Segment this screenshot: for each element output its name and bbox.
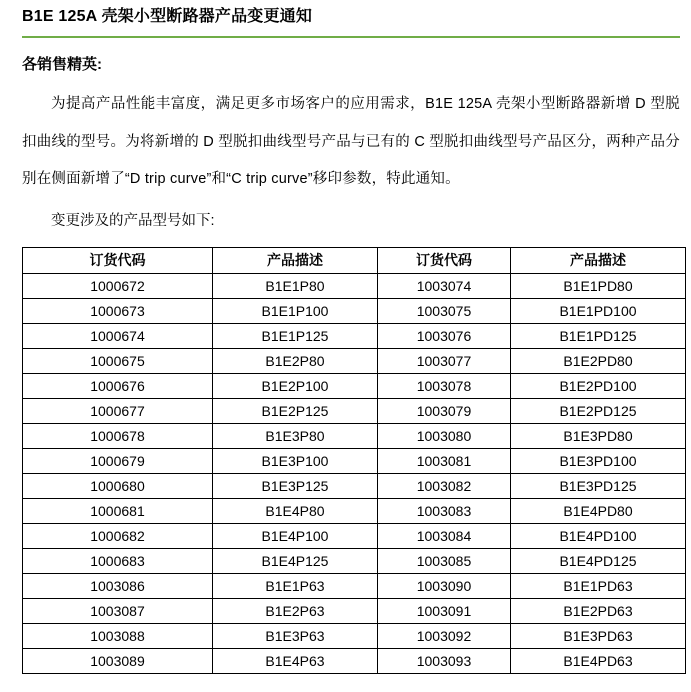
header-cell-order-code-right: 订货代码 (378, 247, 511, 273)
cell-order-code: 1003077 (378, 348, 511, 373)
cell-order-code: 1003078 (378, 373, 511, 398)
cell-order-code: 1003075 (378, 298, 511, 323)
cell-order-code: 1003093 (378, 648, 511, 673)
table-row (23, 448, 686, 473)
cell-product-desc: B1E2PD63 (511, 598, 686, 623)
cell-order-code: 1000677 (23, 398, 213, 423)
cell-order-code: 1000672 (23, 273, 213, 298)
table-row (23, 323, 686, 348)
cell-order-code: 1003092 (378, 623, 511, 648)
cell-order-code: 1000675 (23, 348, 213, 373)
table-row (23, 623, 686, 648)
cell-product-desc: B1E4PD63 (511, 648, 686, 673)
cell-order-code: 1003090 (378, 573, 511, 598)
cell-product-desc: B1E4PD100 (511, 523, 686, 548)
body-paragraph: 为提高产品性能丰富度，满足更多市场客户的应用需求，B1E 125A 壳架小型断路器新增 D 型脱扣曲线的型号。为将新增的 D 型脱扣曲线型号产品与已有的 C 型脱扣曲线型号产品区分，两种产品分别在侧面新增了“D trip curve”和“C trip curve”移印参数，特此通知。 (22, 96, 680, 187)
product-table-body (23, 273, 686, 673)
cell-product-desc: B1E3PD63 (511, 623, 686, 648)
cell-order-code: 1000679 (23, 448, 213, 473)
cell-product-desc: B1E1P80 (213, 273, 378, 298)
cell-order-code: 1003074 (378, 273, 511, 298)
table-row (23, 298, 686, 323)
cell-product-desc: B1E2PD125 (511, 398, 686, 423)
table-row (23, 348, 686, 373)
cell-product-desc: B1E2PD80 (511, 348, 686, 373)
cell-order-code: 1003084 (378, 523, 511, 548)
cell-product-desc: B1E2P63 (213, 598, 378, 623)
cell-product-desc: B1E4P63 (213, 648, 378, 673)
cell-product-desc: B1E3PD100 (511, 448, 686, 473)
cell-product-desc: B1E3P100 (213, 448, 378, 473)
title-divider (22, 36, 680, 38)
table-row (23, 598, 686, 623)
cell-order-code: 1003081 (378, 448, 511, 473)
cell-product-desc: B1E1PD80 (511, 273, 686, 298)
header-cell-product-desc-left: 产品描述 (213, 247, 378, 273)
cell-product-desc: B1E1PD100 (511, 298, 686, 323)
cell-product-desc: B1E1P63 (213, 573, 378, 598)
cell-product-desc: B1E3PD125 (511, 473, 686, 498)
cell-order-code: 1003091 (378, 598, 511, 623)
table-row (23, 423, 686, 448)
table-row (23, 573, 686, 598)
cell-order-code: 1003087 (23, 598, 213, 623)
cell-order-code: 1000673 (23, 298, 213, 323)
cell-order-code: 1000683 (23, 548, 213, 573)
table-row (23, 373, 686, 398)
cell-product-desc: B1E4P100 (213, 523, 378, 548)
cell-order-code: 1003080 (378, 423, 511, 448)
cell-order-code: 1000678 (23, 423, 213, 448)
table-row (23, 523, 686, 548)
cell-product-desc: B1E3P80 (213, 423, 378, 448)
cell-order-code: 1003088 (23, 623, 213, 648)
header-cell-order-code-left: 订货代码 (23, 247, 213, 273)
cell-product-desc: B1E3P63 (213, 623, 378, 648)
table-row (23, 498, 686, 523)
table-header-row (23, 247, 686, 273)
cell-order-code: 1003076 (378, 323, 511, 348)
cell-order-code: 1003086 (23, 573, 213, 598)
cell-product-desc: B1E4PD80 (511, 498, 686, 523)
cell-order-code: 1003079 (378, 398, 511, 423)
table-intro: 变更涉及的产品型号如下: (51, 212, 215, 229)
cell-product-desc: B1E2P80 (213, 348, 378, 373)
table-row (23, 398, 686, 423)
table-row (23, 648, 686, 673)
salutation: 各销售精英: (22, 56, 102, 73)
cell-product-desc: B1E1P100 (213, 298, 378, 323)
cell-product-desc: B1E1P125 (213, 323, 378, 348)
cell-product-desc: B1E4P80 (213, 498, 378, 523)
cell-order-code: 1000682 (23, 523, 213, 548)
header-cell-product-desc-right: 产品描述 (511, 247, 686, 273)
cell-order-code: 1003089 (23, 648, 213, 673)
cell-order-code: 1000674 (23, 323, 213, 348)
document-title: B1E 125A 壳架小型断路器产品变更通知 (22, 8, 313, 25)
cell-product-desc: B1E4PD125 (511, 548, 686, 573)
cell-order-code: 1000680 (23, 473, 213, 498)
cell-order-code: 1003085 (378, 548, 511, 573)
cell-order-code: 1003083 (378, 498, 511, 523)
cell-product-desc: B1E2P125 (213, 398, 378, 423)
cell-product-desc: B1E3PD80 (511, 423, 686, 448)
product-table (22, 247, 686, 674)
cell-order-code: 1000681 (23, 498, 213, 523)
cell-product-desc: B1E1PD63 (511, 573, 686, 598)
cell-product-desc: B1E2P100 (213, 373, 378, 398)
cell-product-desc: B1E3P125 (213, 473, 378, 498)
cell-product-desc: B1E1PD125 (511, 323, 686, 348)
table-row (23, 548, 686, 573)
cell-order-code: 1000676 (23, 373, 213, 398)
cell-product-desc: B1E4P125 (213, 548, 378, 573)
cell-order-code: 1003082 (378, 473, 511, 498)
table-row (23, 273, 686, 298)
table-row (23, 473, 686, 498)
cell-product-desc: B1E2PD100 (511, 373, 686, 398)
